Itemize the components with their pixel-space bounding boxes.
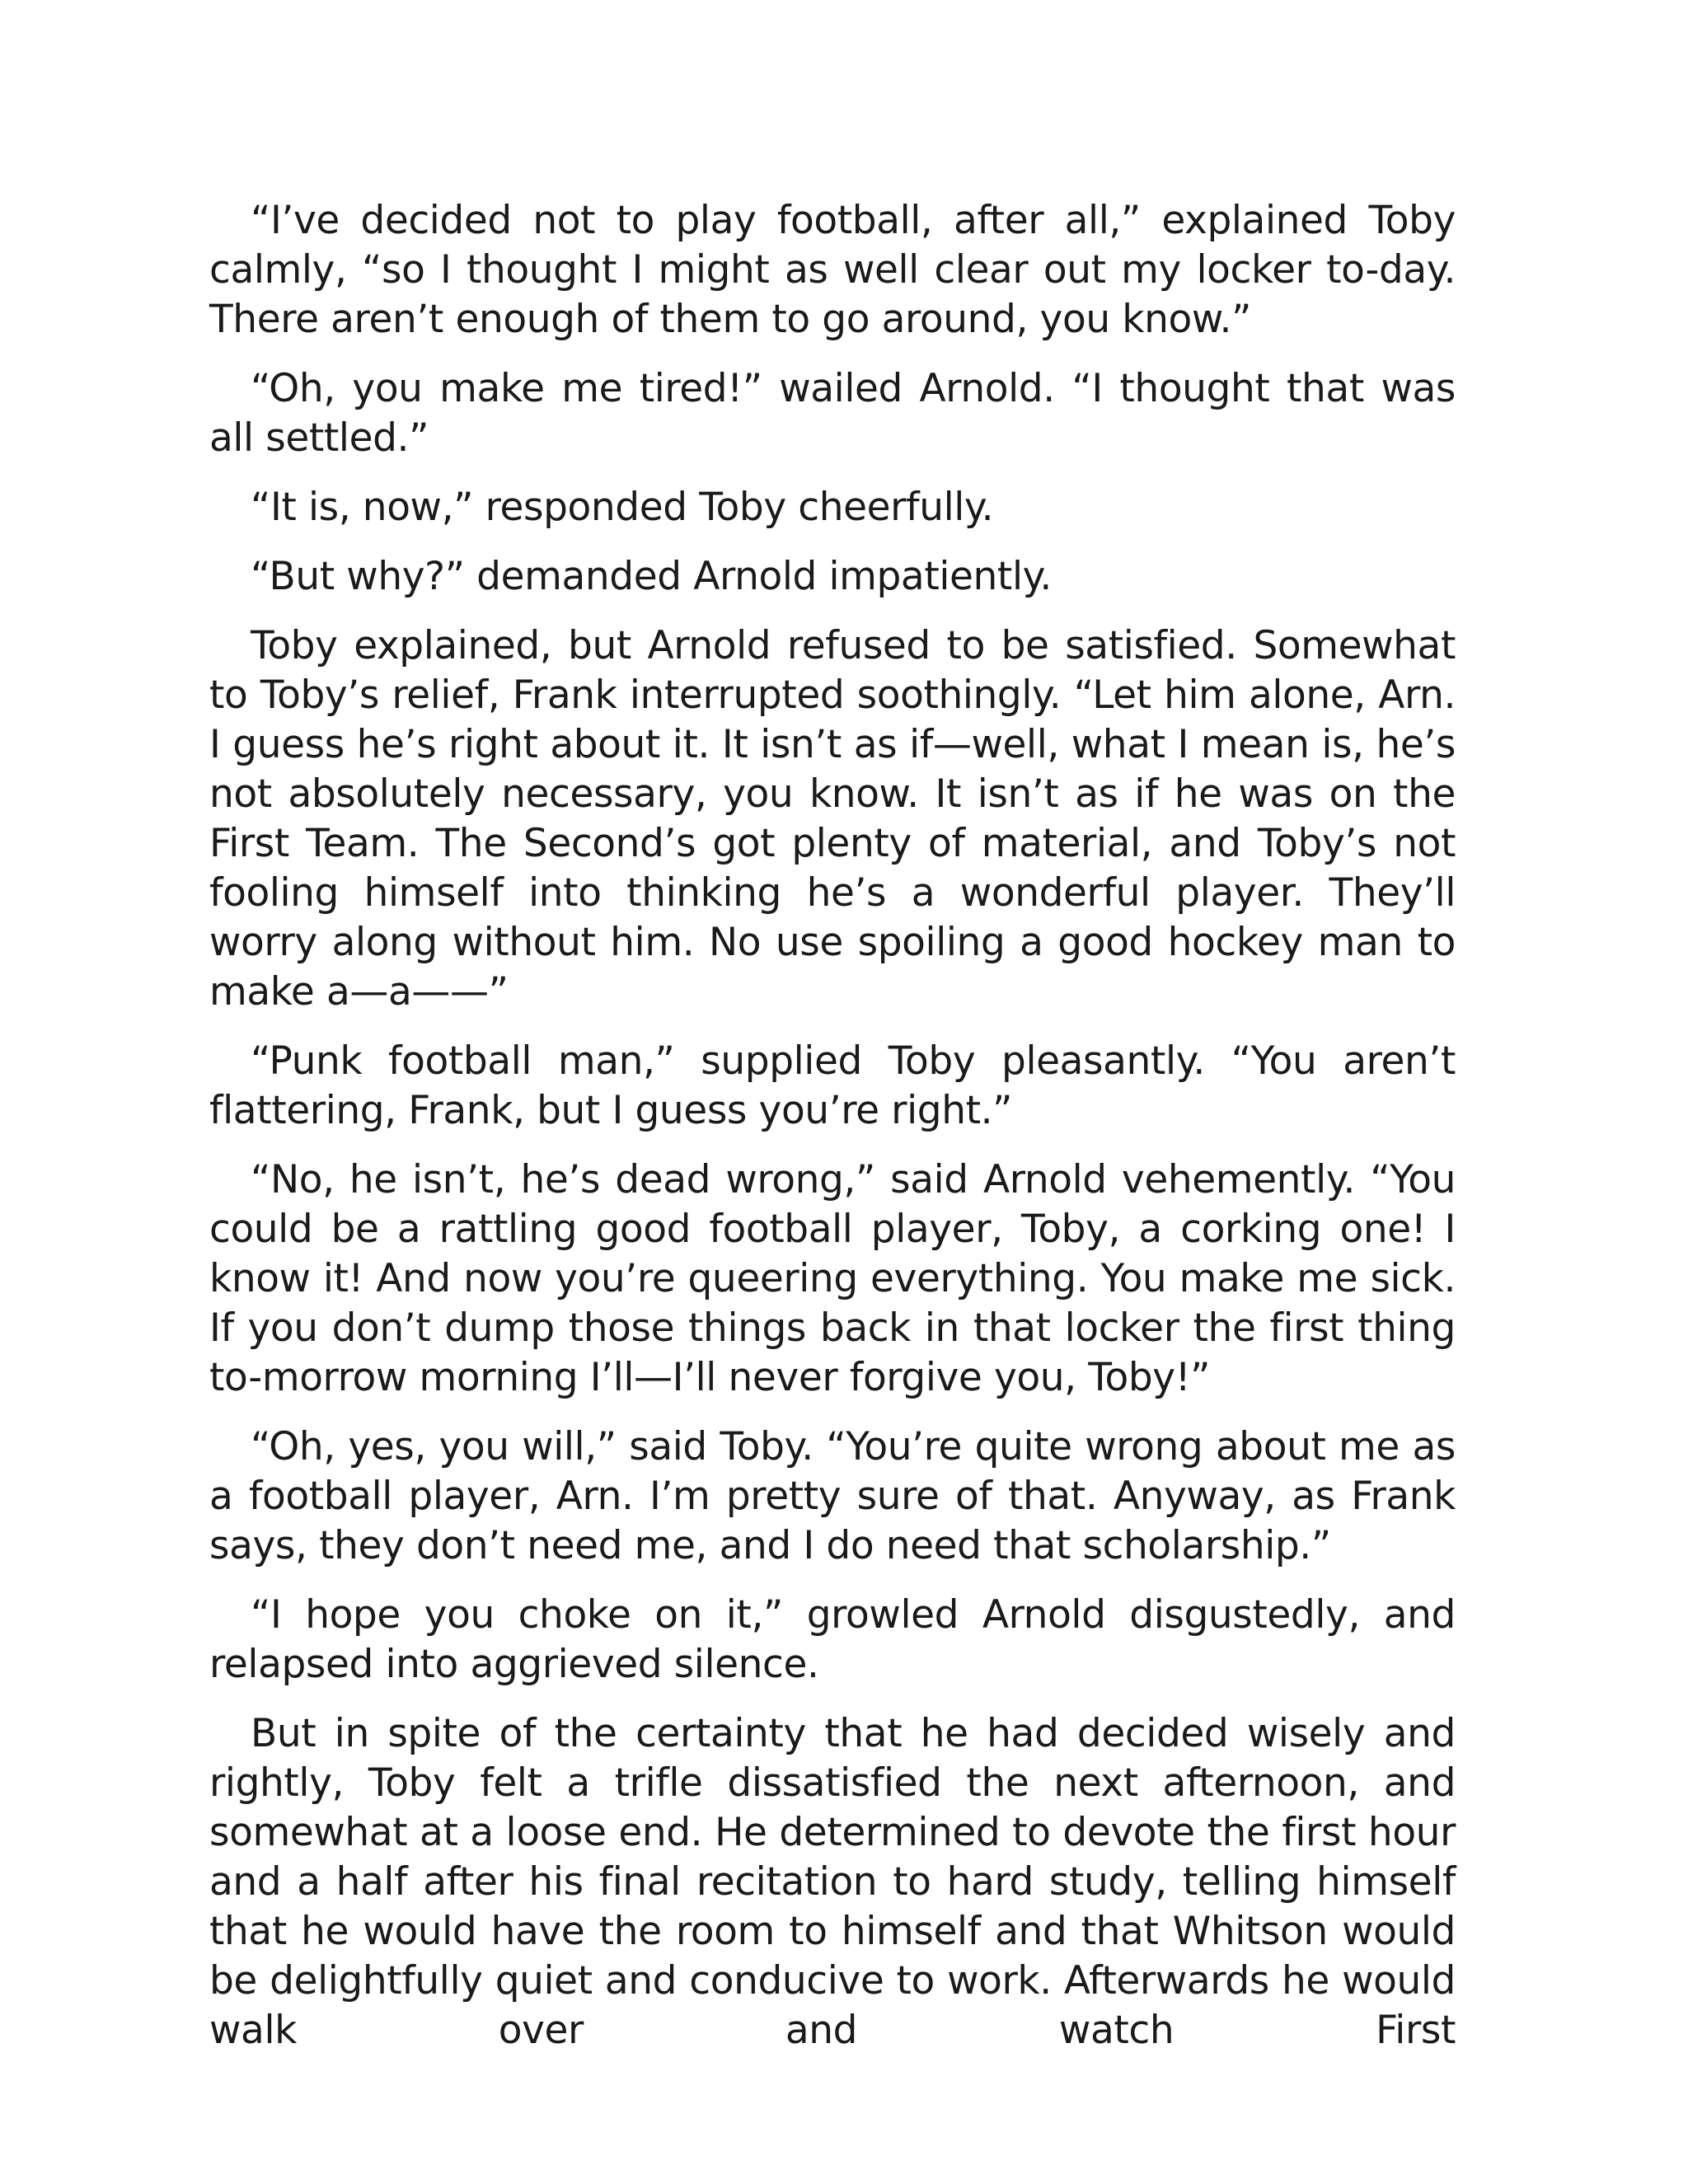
paragraph-3: “It is, now,” responded Toby cheerfully.: [251, 485, 994, 530]
book-page: [209, 196, 1456, 2075]
paragraph-6: “Punk football man,” supplied Toby pleasantly. “You aren’t flattering, Frank, but I guess you’re right.”: [209, 1038, 1456, 1133]
paragraph-2: “Oh, you make me tired!” wailed Arnold. “I thought that was all settled.”: [209, 366, 1456, 461]
paragraph-5: Toby explained, but Arnold refused to be satisfied. Somewhat to Toby’s relief, Frank interrupted soothingly. “Let him alone, Arn. I guess he’s right about it. It isn’t as if—well, what I mean is, he’s not absolutely necessary, you know. It isn’t as if he was on the First Team. The Second’s got plenty of material, and Toby’s not fooling himself into thinking he’s a wonderful player. They’ll worry along without him. No use spoiling a good hockey man to make a—a——”: [209, 623, 1456, 1015]
paragraph-7: “No, he isn’t, he’s dead wrong,” said Arnold vehemently. “You could be a rattling good football player, Toby, a corking one! I know it! And now you’re queering everything. You make me sick. If you don’t dump those things back in that locker the first thing to-morrow morning I’ll—I’ll never forgive you, Toby!”: [209, 1157, 1456, 1400]
paragraph-9: “I hope you choke on it,” growled Arnold disgustedly, and relapsed into aggrieved silence.: [209, 1592, 1456, 1687]
paragraph-1: “I’ve decided not to play football, after all,” explained Toby calmly, “so I thought I might as well clear out my locker to-day. There aren’t enough of them to go around, you know.”: [209, 198, 1456, 342]
paragraph-8: “Oh, yes, you will,” said Toby. “You’re quite wrong about me as a football player, Arn. I’m pretty sure of that. Anyway, as Frank says, they don’t need me, and I do need that scholarship.”: [209, 1424, 1456, 1568]
paragraph-10: But in spite of the certainty that he had decided wisely and rightly, Toby felt a trifle dissatisfied the next afternoon, and somewhat at a loose end. He determined to devote the first hour and a half after his final recitation to hard study, telling himself that he would have the room to himself and that Whitson would be delightfully quiet and conducive to work. Afterwards he would walk over and watch First: [209, 1711, 1456, 2053]
paragraph-4: “But why?” demanded Arnold impatiently.: [251, 554, 1052, 599]
